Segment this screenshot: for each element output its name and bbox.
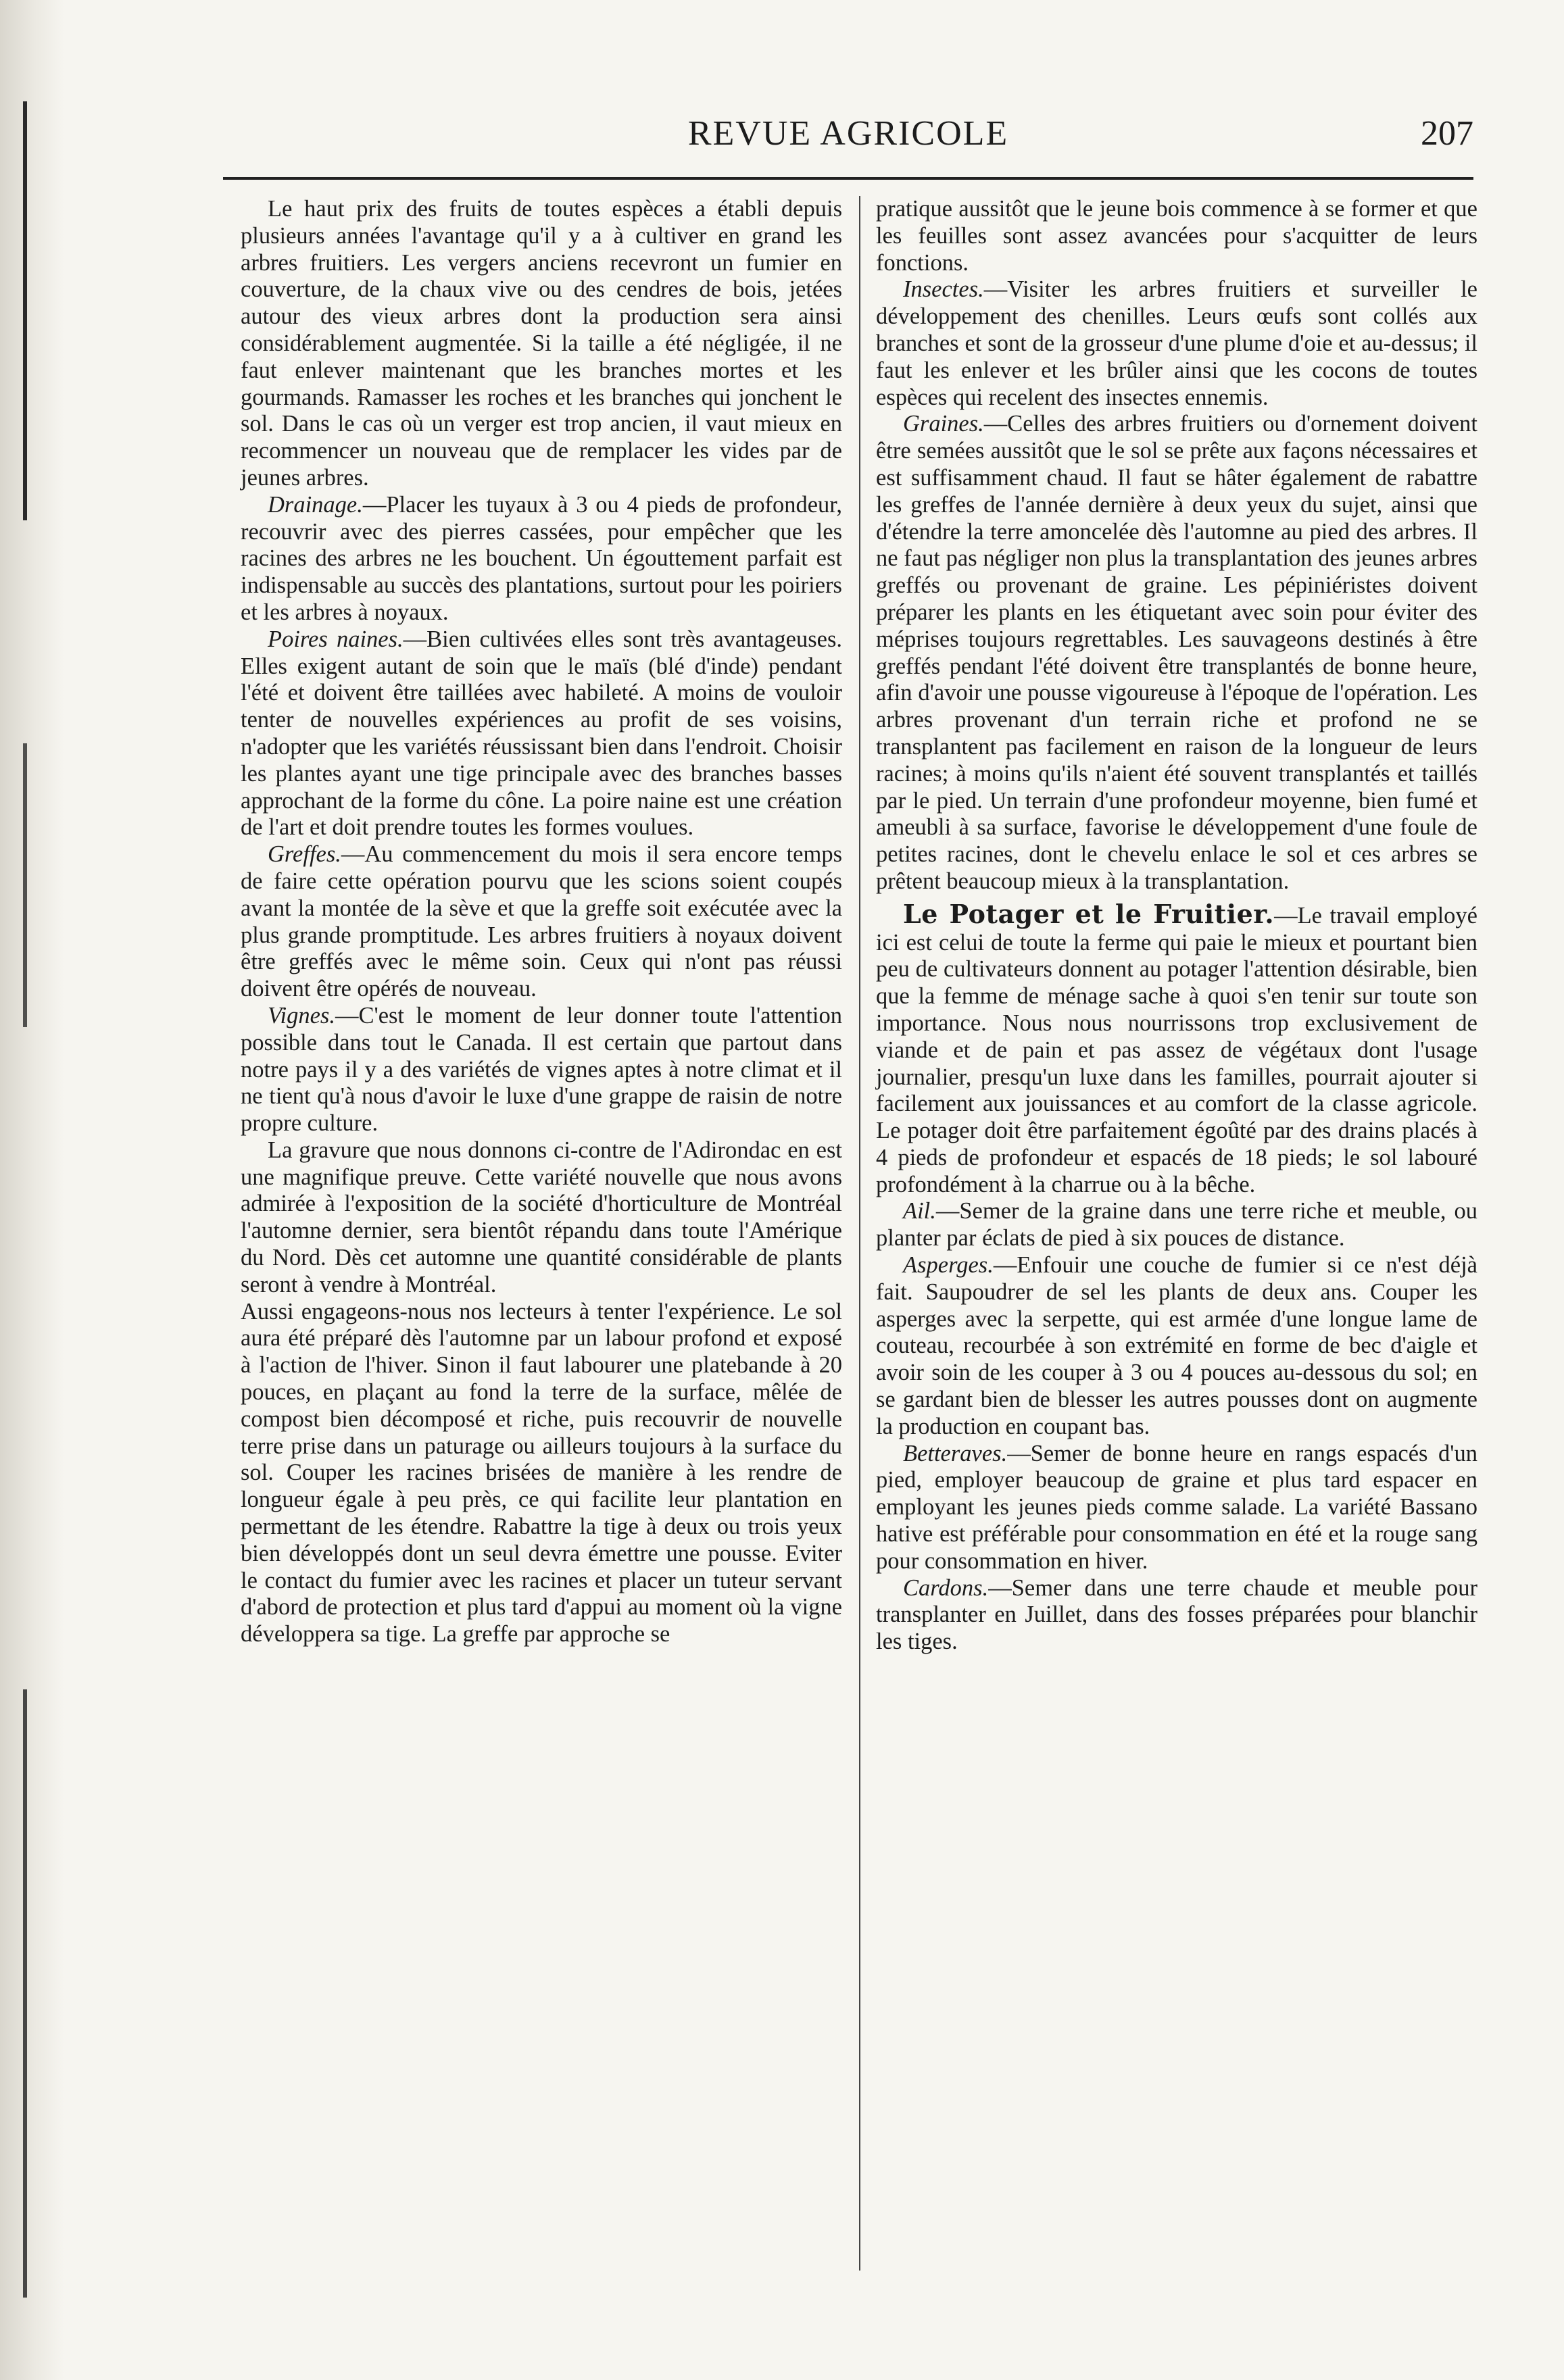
paragraph — [876, 898, 1477, 1199]
paragraph-text: —Semer de bonne heure en rangs espacés d'un pied, employer beaucoup de graine et plus tard espacer en employant les jeunes pieds comme salade. La variété Bassano hative est préférable pour consommation en été et la rouge sang pour consommation en hiver. — [876, 1440, 1477, 1574]
page-edge-shadow — [0, 0, 64, 2380]
paragraph-text: La gravure que nous donnons ci-contre de l'Adirondac en est une magnifique preuve. Cette variété nouvelle que nous avons admirée à l'exposition de la société d'horticulture de Montréal l'automne dernier, sera bientôt répandu dans toute l'Amérique du Nord. Dès cet automne une quantité considérable de plants seront à vendre à Montréal. — [241, 1137, 842, 1297]
run-in-heading: Insectes. — [903, 276, 984, 303]
run-in-heading: Asperges. — [903, 1252, 994, 1279]
paragraph — [241, 1003, 842, 1137]
paragraph-text: —Visiter les arbres fruitiers et surveiller le développement des chenilles. Leurs œufs sont collés aux branches et sont de la grosseur d'une plume d'oie et au-dessus; il faut les enlever et les brûler ainsi que les cocons de toutes espèces qui recelent des insectes ennemis. — [876, 276, 1477, 410]
paragraph — [876, 1252, 1477, 1441]
paragraph — [241, 196, 842, 492]
paragraph-text: —C'est le moment de leur donner toute l'attention possible dans tout le Canada. Il est certain que partout dans notre pays il y a des variétés de vignes aptes à notre climat et il ne tient qu'à nous d'avoir le luxe d'une grappe de raisin de notre propre culture. — [241, 1002, 842, 1137]
page-number: 207 — [1421, 114, 1473, 153]
header-rule — [223, 177, 1473, 180]
paragraph — [876, 276, 1477, 411]
run-in-heading: Betteraves. — [903, 1440, 1008, 1466]
running-title: REVUE AGRICOLE — [687, 114, 1009, 153]
binding-mark — [23, 101, 27, 520]
paragraph-text: —Enfouir une couche de fumier si ce n'est déjà fait. Saupoudrer de sel les plants de deux ans. Couper les asperges avec la serpette, qui est armée d'une longue lame de couteau, recourbée à son extrémité en forme de bec d'aigle et avoir soin de les couper à 3 ou 4 pouces au-dessous du sol; en se gardant bien de blesser les autres pousses dont on augmente la production en coupant bas. — [876, 1252, 1477, 1439]
paragraph-text: Aussi engageons-nous nos lecteurs à tenter l'expérience. Le sol aura été préparé dès l'automne par un labour profond et exposé à l'action de l'hiver. Sinon il faut labourer une platebande à 20 pouces, en plaçant au fond la terre de la surface, mêlée de compost bien décomposé et riche, puis recouvrir de nouvelle terre prise dans un paturage ou ailleurs toujours à la surface du sol. Couper les racines brisées de manière à les rendre de longueur égale à peu près, ce qui facilite leur plantation en permettant de les étendre. Rabattre la tige à deux ou trois yeux bien développés dont un seul devra émettre une pousse. Eviter le contact du fumier avec les racines et placer un tuteur servant d'abord de protection et plus tard d'appui au moment où la vigne développera sa tige. La greffe par approche se — [241, 1298, 842, 1647]
left-column — [241, 196, 842, 1648]
binding-mark — [23, 1689, 27, 2298]
paragraph-text: —Au commencement du mois il sera encore temps de faire cette opération pourvu que les scions soient coupés avant la montée de la sève et que la greffe soit exécutée avec la plus grande promptitude. Les arbres fruitiers à noyaux doivent être greffés avec le même soin. Ceux qui n'ont pas réussi doivent être opérés de nouveau. — [241, 841, 842, 1002]
paragraph-text: Le haut prix des fruits de toutes espèces a établi depuis plusieurs années l'avantage qu'il y a à cultiver en grand les arbres fruitiers. Les vergers anciens recevront un fumier en couverture, de la chaux vive ou des cendres de bois, jetées autour des vieux arbres dont la production sera ainsi considérablement augmentée. Si la taille a été négligée, il ne faut enlever maintenant que les branches mortes et les gourmands. Ramasser les roches et les branches qui jonchent le sol. Dans le cas où un verger est trop ancien, il vaut mieux en recommencer un nouveau que de remplacer les vides par de jeunes arbres. — [241, 196, 842, 491]
run-in-heading: Cardons. — [903, 1575, 989, 1601]
binding-mark — [23, 743, 27, 1027]
running-header — [223, 114, 1473, 161]
column-rule — [859, 196, 860, 2271]
paragraph — [876, 1441, 1477, 1575]
run-in-heading: Ail. — [903, 1198, 936, 1224]
paragraph — [876, 1198, 1477, 1252]
run-in-heading: Graines. — [903, 411, 984, 437]
run-in-heading: Vignes. — [268, 1002, 335, 1028]
paragraph — [241, 841, 842, 1003]
paragraph-text: —Semer dans une terre chaude et meuble pour transplanter en Juillet, dans des fosses préparées pour blanchir les tiges. — [876, 1575, 1477, 1655]
paragraph — [876, 411, 1477, 895]
paragraph — [241, 492, 842, 626]
paragraph-text: —Semer de la graine dans une terre riche et meuble, ou planter par éclats de pied à six pouces de distance. — [876, 1198, 1477, 1251]
paragraph — [876, 196, 1477, 276]
run-in-heading: Drainage. — [268, 491, 363, 518]
section-heading: Le Potager et le Fruitier. — [903, 898, 1275, 929]
paragraph-text: —Le travail employé ici est celui de toute la ferme qui paie le mieux et pourtant bien peu de cultivateurs donnent au potager l'attention désirable, bien que la femme de ménage sache à quoi s'en tenir sur toute son importance. Nous nous nourrissons trop exclusivement de viande et de pain et pas assez de végétaux dont l'usage journalier, presqu'un luxe dans les familles, pourrait ajouter si facilement aux jouissances et au comfort de la classe agricole. Le potager doit être parfaitement égoûté par des drains placés à 4 pieds de profondeur et espacés de 18 pieds; le sol labouré profondément à la charrue ou à la bêche. — [876, 902, 1477, 1197]
paragraph-text: pratique aussitôt que le jeune bois commence à se former et que les feuilles sont assez avancées pour s'acquitter de leurs fonctions. — [876, 196, 1477, 276]
right-column — [876, 196, 1477, 1656]
paragraph — [241, 1137, 842, 1299]
paragraph-text: —Celles des arbres fruitiers ou d'ornement doivent être semées aussitôt que le sol se prête aux façons nécessaires et est suffisamment chaud. Il faut se hâter également de rabattre les greffes de l'année dernière à deux yeux du sujet, ainsi que d'étendre la terre amoncelée dès l'automne au pied des arbres. Il ne faut pas négliger non plus la transplantation des jeunes arbres greffés ou provenant de graine. Les pépiniéristes doivent préparer les plants en les étiquetant avec soin pour éviter des méprises toujours regrettables. Les sauvageons destinés à être greffés pendant l'été doivent être transplantés de bonne heure, afin d'avoir une pousse vigoureuse à l'époque de l'opération. Les arbres provenant d'un terrain riche et profond ne se transplantent pas facilement en raison de la longueur de leurs racines; à moins qu'ils n'aient été souvent transplantés et taillés par le pied. Un terrain d'une profondeur moyenne, bien fumé et ameubli à sa surface, favorise le développement d'une foule de petites racines, dont le chevelu enlace le sol et ces arbres se prêtent beaucoup mieux à la transplantation. — [876, 411, 1477, 894]
paragraph — [241, 626, 842, 841]
paragraph — [876, 1575, 1477, 1656]
paragraph — [241, 1299, 842, 1648]
run-in-heading: Greffes. — [268, 841, 341, 868]
paragraph-text: —Placer les tuyaux à 3 ou 4 pieds de profondeur, recouvrir avec des pierres cassées, pour empêcher que les racines des arbres ne les bouchent. Un égouttement parfait est indispensable au succès des plantations, surtout pour les poiriers et les arbres à noyaux. — [241, 491, 842, 625]
run-in-heading: Poires naines. — [268, 626, 404, 652]
paragraph-text: —Bien cultivées elles sont très avantageuses. Elles exigent autant de soin que le maïs (blé d'inde) pendant l'été et doivent être taillées avec habileté. A moins de vouloir tenter de nouvelles expériences au profit de ses voisins, n'adopter que les variétés réussissant bien dans l'endroit. Choisir les plantes ayant une tige principale avec des branches basses approchant de la forme du cône. La poire naine est une création de l'art et doit prendre toutes les formes voulues. — [241, 626, 842, 841]
